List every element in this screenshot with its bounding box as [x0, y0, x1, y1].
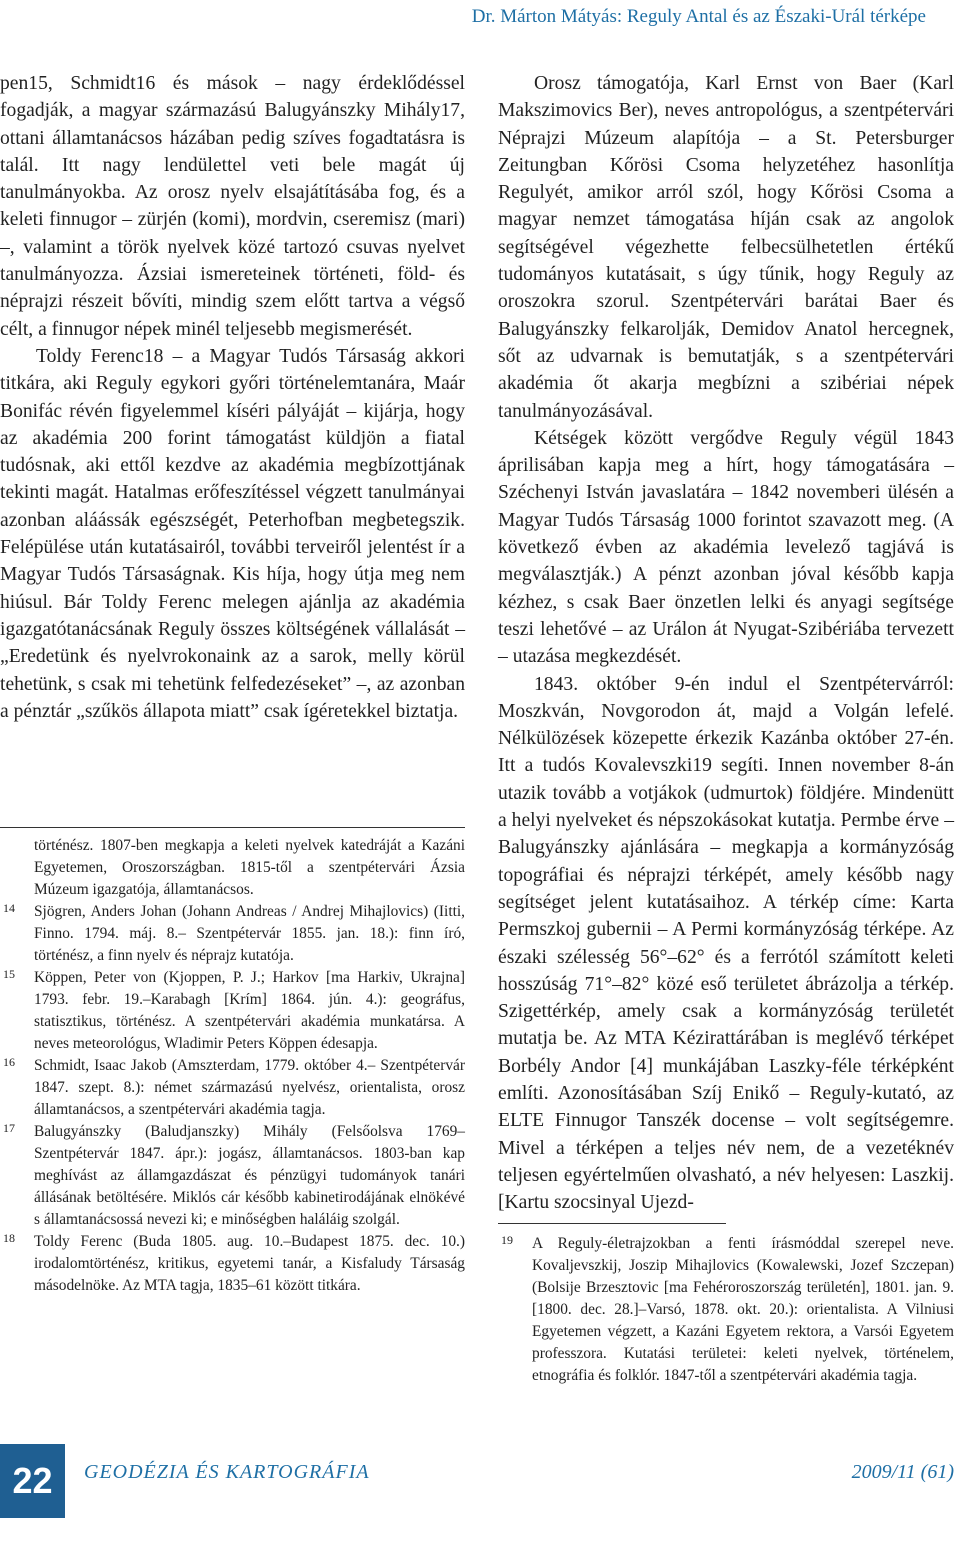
footnote-text: Schmidt, Isaac Jakob (Amszterdam, 1779. október 4.– Szentpétervár 1847. szept. 8.): német származású nyelvész, orientalista, orosz államtanácsos, a szentpétervári akadémia tagja. — [34, 1057, 465, 1118]
right-column — [498, 70, 954, 1216]
running-head — [0, 6, 960, 28]
footnote-text: Toldy Ferenc (Buda 1805. aug. 10.–Budapest 1875. dec. 10.) irodalomtörténész, kritikus, egyetemi tanár, a Kisfaludy Társaság másodelnöke. Az MTA tagja, 1835–61 között titkára. — [34, 1233, 465, 1294]
footnote-19 — [498, 1233, 954, 1387]
body-paragraph: pen15, Schmidt16 és mások – nagy érdeklődéssel fogadják, a magyar származású Balugyánszky Mihály17, ottani államtanácsos házában pedig szíves fogadtatásra is talál. Itt nagy lendülettel veti bele magát új tanulmányokba. Az orosz nyelv elsajátításába fog, és a keleti finnugor – zürjén (komi), mordvin, cseremisz (mari) –, valamint a török nyelvek közé tartozó csuvas nyelvet tanulmányozza. Ázsiai ismereteinek történeti, föld- és néprajzi részeit bővíti, mindig szem előtt tartva a végső célt, a finnugor népek minél teljesebb megismerését. — [0, 73, 465, 340]
footnote-text: történész. 1807-ben megkapja a keleti nyelvek katedráját a Kazáni Egyetemen, Oroszországban. 1815-től a szentpétervári Ázsia Múzeum igazgatója, államtanácsos. — [34, 837, 465, 898]
footnote-text: Köppen, Peter von (Kjoppen, P. J.; Harkov [ma Harkiv, Ukrajna] 1793. febr. 19.–Karabagh [Krím] 1864. jún. 4.): geográfus, statisztikus, történész. A szentpétervári akadémia munkatársa. A neves meteorológus, Wladimir Peters Köppen édesapja. — [34, 969, 465, 1052]
footnote-14 — [0, 901, 465, 967]
footnote-text: Sjögren, Anders Johan (Johann Andreas / Andrej Mihajlovics) (Iitti, Finno. 1794. máj. 8.– Szentpétervár 1855. jan. 18.): finn író, történész, a finn nyelv és néprajz kutatója. — [34, 903, 465, 964]
footnote-number: 17 — [3, 1121, 15, 1135]
running-head-text: Dr. Márton Mátyás: Reguly Antal és az Északi-Urál térképe — [471, 6, 926, 27]
footnote-divider — [0, 827, 465, 828]
footnote-15 — [0, 967, 465, 1055]
body-paragraph: Kétségek között vergődve Reguly végül 1843 áprilisában kapja meg a hírt, hogy támogatására – Széchenyi István javaslatára – 1842 novemberi ülésén a Magyar Tudós Társaság 1000 forintot szavazott meg. (A következő évben az akadémia levelező tagjává is megválasztják.) A pénzt azonban jóval később kapja kézhez, s csak Baer önzetlen lelki és anyagi segítsége teszi lehetővé – az Urálon át Nyugat-Szibériába tervezett – utazása megkezdését. — [498, 427, 954, 668]
footnote-number: 19 — [501, 1233, 513, 1247]
right-footnotes — [498, 1233, 954, 1387]
body-paragraph: 1843. október 9-én indul el Szentpétervárról: Moszkván, Novgorodon át, majd a Volgán lefelé. Nélkülözések közepette érkezik Kazánba október 27-én. Itt a tudós Kovalevszki19 segíti. Innen november 8-án utazik tovább a votjákok (udmurtok) földjére. Mindenütt a helyi nyelveket és népszokásokat kutatja. Permbe érve – Balugyánszky ajánlására – megkapja a kormányzóság topográfiai és néprajzi térképét, amely később nagy segítséget jelent kutatásaihoz. A térkép címe: Karta Permszkoj gubernii – A Permi kormányzóság térképe. Az északi szélesség 56°–62° és a ferrótól számított keleti hosszúság 71°–82° közé eső területet ábrázolja a térkép. Szigettérkép, amely csak a kormányzóság területét mutatja be. Az MTA Kézirattárában is meglévő térképet Borbély Andor [4] munkájában Laszky-féle térképként említi. Azonosításában Szíj Enikő – Reguly-kutató, az ELTE Finnugor Tanszék docense – volt segítségemre. Mivel a térképen a teljes név nem, de a vezetéknév teljesen egyértelműen olvasható, a név helyesen: Laszkij. [Kartu szocsinyal Ujezd- — [498, 673, 954, 1214]
footnote-18 — [0, 1231, 465, 1297]
footnote-text: A Reguly-életrajzokban a fenti írásmóddal szerepel neve. Kovaljevszkij, Joszip Mihajlovics (Kowalewski, Jozef Szczepan) (Bolsije Brzesztovic [ma Fehéroroszország területén], 1801. jan. 9. [1800. dec. 28.]–Varsó, 1878. okt. 20.): orientalista. A Vilniusi Egyetemen végzett, a Kazáni Egyetem rektora, a Varsói Egyetem professzora. Kutatási területei: keleti nyelvek, történelem, etnográfia és folklór. 1847-től a szentpétervári akadémia tagja. — [532, 1235, 954, 1384]
footnote-divider — [498, 1223, 726, 1224]
issue-number: 2009/11 (61) — [851, 1461, 954, 1483]
footnote-number: 18 — [3, 1231, 15, 1245]
body-paragraph: Toldy Ferenc18 – a Magyar Tudós Társaság akkori titkára, aki Reguly egykori győri történelemtanára, Maár Bonifác révén figyelemmel kíséri pályáját – kijárja, hogy az akadémia 200 forint támogatást küldjön a fiatal tudósnak, aki ettől kezdve az akadémia megbízottjának tekinti magát. Hatalmas erőfeszítéssel végzett tanulmányai azonban aláássák egészségét, Peterhofban megbetegszik. Felépülése után kutatásairól, további terveiről jelentést ír a Magyar Tudós Társaságnak. Kis híja, hogy útja meg nem hiúsul. Bár Toldy Ferenc melegen ajánlja az akadémia igazgatótanácsának Reguly összes költségének vállalását – „Eredetünk és nyelvrokonaink az a sarok, melly körül tehetünk, s csak mi tehetünk felfedezéseket” –, az azonban a pénztár „szűkös állapota miatt” csak ígéretekkel biztatja. — [0, 345, 465, 722]
left-column — [0, 70, 465, 725]
footnote-17 — [0, 1121, 465, 1231]
footnote-16 — [0, 1055, 465, 1121]
page-number: 22 — [0, 1444, 65, 1518]
footnote-number: 14 — [3, 901, 15, 915]
footnote-number: 15 — [3, 967, 15, 981]
footnote-13-continued — [0, 835, 465, 901]
page-footer — [0, 1444, 960, 1518]
journal-title: GEODÉZIA ÉS KARTOGRÁFIA — [84, 1461, 370, 1483]
body-paragraph: Orosz támogatója, Karl Ernst von Baer (Karl Makszimovics Ber), neves antropológus, a szentpétervári Néprajzi Múzeum alapítója – a St. Petersburger Zeitungban Kőrösi Csoma helyzetéhez hasonlítja Regulyét, amikor arról szól, hogy Kőrösi Csoma a magyar nemzet támogatása híján csak az angolok segítségével végezhette felbecsülhetetlen értékű tudományos kutatásait, s úgy tűnik, hogy Reguly az oroszokra szorul. Szentpétervári barátai Baer és Balugyánszky felkarolják, Demidov Anatol hercegnek, sőt az udvarnak is bemutatják, s a szentpétervári akadémia őt akarja megbízni a szibériai népek tanulmányozásával. — [498, 73, 954, 422]
footnote-text: Balugyánszky (Baludjanszky) Mihály (Felsőolsva 1769–Szentpétervár 1847. ápr.): jogász, államtanácsos. 1803-ban kap meghívást az államgazdászat és pénzügyi tudományok tanári állásának betöltésére. Miklós cár később kabinetirodájának elnökévé s államtanácsossá nevezi ki; e minőségben haláláig szolgál. — [34, 1123, 465, 1228]
left-footnotes — [0, 835, 465, 1297]
footnote-number: 16 — [3, 1055, 15, 1069]
